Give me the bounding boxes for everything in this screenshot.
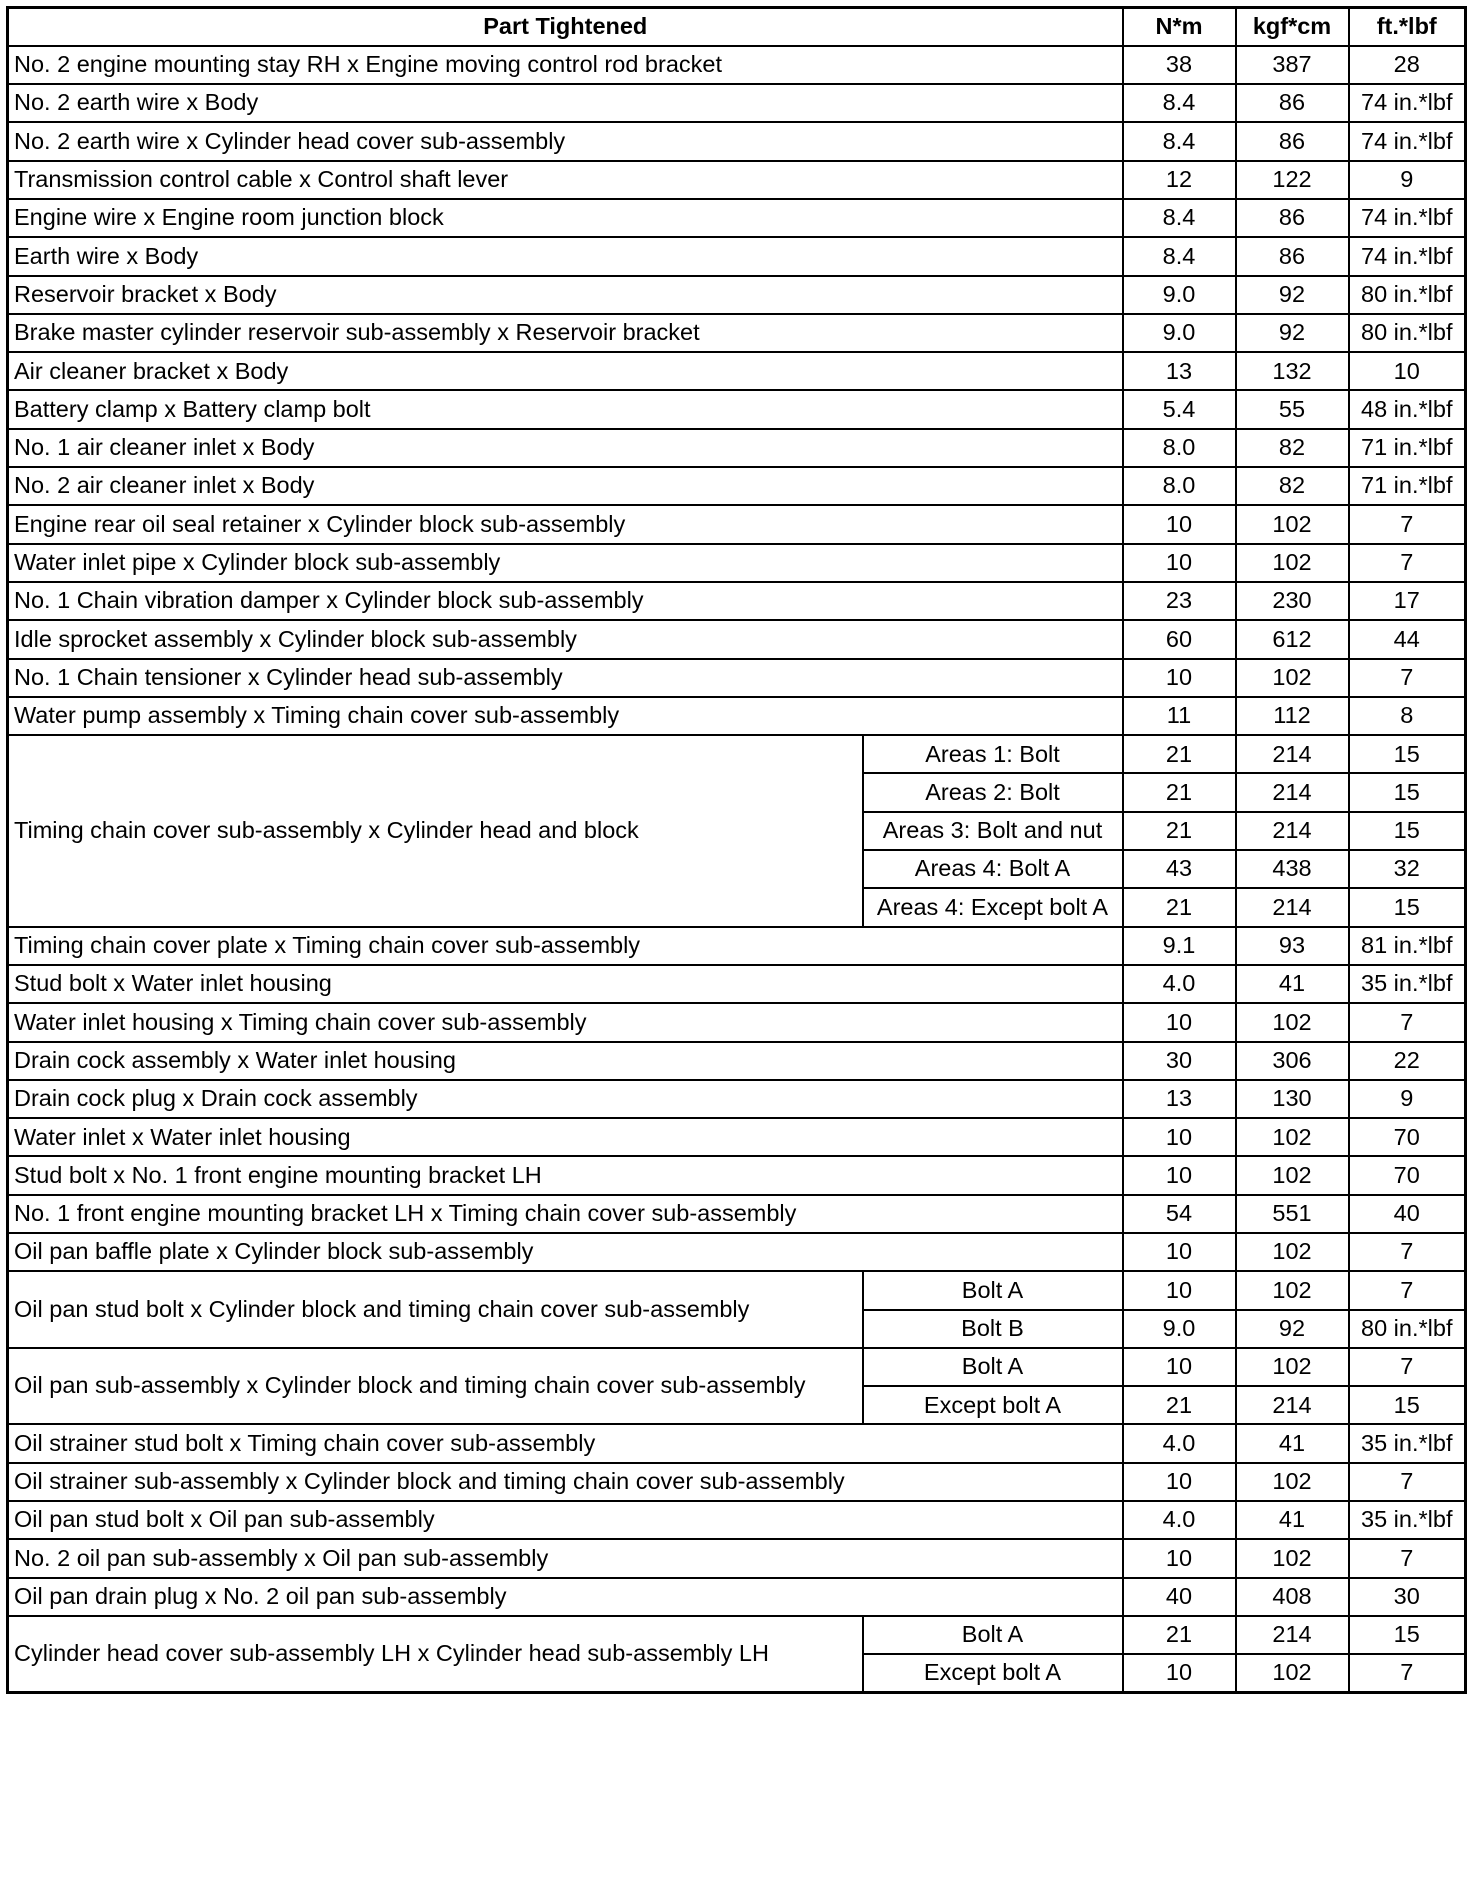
torque-ft-lbf-cell: 80 in.*lbf bbox=[1349, 1310, 1466, 1348]
table-row bbox=[8, 1501, 1466, 1539]
torque-nm-cell: 21 bbox=[1123, 1386, 1236, 1424]
torque-nm-cell: 8.4 bbox=[1123, 199, 1236, 237]
torque-kgf-cell: 230 bbox=[1236, 582, 1349, 620]
torque-ft-lbf-cell: 7 bbox=[1349, 1003, 1466, 1041]
torque-ft-lbf-cell: 10 bbox=[1349, 352, 1466, 390]
sub-part-cell: Except bolt A bbox=[863, 1654, 1123, 1692]
part-tightened-cell: Water inlet pipe x Cylinder block sub-assembly bbox=[8, 544, 1123, 582]
torque-kgf-cell: 214 bbox=[1236, 1616, 1349, 1654]
torque-kgf-cell: 55 bbox=[1236, 390, 1349, 428]
table-row bbox=[8, 1616, 1466, 1654]
torque-kgf-cell: 612 bbox=[1236, 620, 1349, 658]
table-row bbox=[8, 84, 1466, 122]
torque-nm-cell: 21 bbox=[1123, 773, 1236, 811]
table-row bbox=[8, 237, 1466, 275]
table-row bbox=[8, 1271, 1466, 1309]
table-body bbox=[8, 46, 1466, 1693]
table-row bbox=[8, 1424, 1466, 1462]
torque-ft-lbf-cell: 74 in.*lbf bbox=[1349, 84, 1466, 122]
part-tightened-cell: Stud bolt x No. 1 front engine mounting bracket LH bbox=[8, 1156, 1123, 1194]
torque-kgf-cell: 41 bbox=[1236, 965, 1349, 1003]
torque-kgf-cell: 132 bbox=[1236, 352, 1349, 390]
part-tightened-cell: Engine wire x Engine room junction block bbox=[8, 199, 1123, 237]
torque-nm-cell: 4.0 bbox=[1123, 965, 1236, 1003]
sub-part-cell: Except bolt A bbox=[863, 1386, 1123, 1424]
torque-ft-lbf-cell: 30 bbox=[1349, 1578, 1466, 1616]
torque-nm-cell: 8.4 bbox=[1123, 84, 1236, 122]
table-row bbox=[8, 1003, 1466, 1041]
part-tightened-cell: Oil pan drain plug x No. 2 oil pan sub-assembly bbox=[8, 1578, 1123, 1616]
torque-nm-cell: 10 bbox=[1123, 1271, 1236, 1309]
torque-nm-cell: 10 bbox=[1123, 1156, 1236, 1194]
table-row bbox=[8, 467, 1466, 505]
torque-kgf-cell: 82 bbox=[1236, 429, 1349, 467]
part-tightened-cell: Reservoir bracket x Body bbox=[8, 276, 1123, 314]
table-row bbox=[8, 697, 1466, 735]
table-row bbox=[8, 1156, 1466, 1194]
torque-nm-cell: 10 bbox=[1123, 1654, 1236, 1692]
sub-part-cell: Areas 4: Bolt A bbox=[863, 850, 1123, 888]
part-tightened-cell: Oil pan stud bolt x Oil pan sub-assembly bbox=[8, 1501, 1123, 1539]
torque-ft-lbf-cell: 7 bbox=[1349, 1539, 1466, 1577]
torque-nm-cell: 43 bbox=[1123, 850, 1236, 888]
torque-kgf-cell: 306 bbox=[1236, 1042, 1349, 1080]
sub-part-cell: Areas 1: Bolt bbox=[863, 735, 1123, 773]
torque-nm-cell: 12 bbox=[1123, 161, 1236, 199]
torque-ft-lbf-cell: 17 bbox=[1349, 582, 1466, 620]
torque-nm-cell: 10 bbox=[1123, 505, 1236, 543]
table-row bbox=[8, 965, 1466, 1003]
table-row bbox=[8, 927, 1466, 965]
table-row bbox=[8, 276, 1466, 314]
table-row bbox=[8, 314, 1466, 352]
torque-nm-cell: 10 bbox=[1123, 1118, 1236, 1156]
part-tightened-cell: Drain cock plug x Drain cock assembly bbox=[8, 1080, 1123, 1118]
torque-nm-cell: 4.0 bbox=[1123, 1501, 1236, 1539]
torque-nm-cell: 8.4 bbox=[1123, 237, 1236, 275]
part-tightened-cell: Earth wire x Body bbox=[8, 237, 1123, 275]
torque-ft-lbf-cell: 70 bbox=[1349, 1156, 1466, 1194]
header-kgf-cm: kgf*cm bbox=[1236, 8, 1349, 46]
torque-nm-cell: 10 bbox=[1123, 1348, 1236, 1386]
torque-kgf-cell: 102 bbox=[1236, 544, 1349, 582]
torque-kgf-cell: 112 bbox=[1236, 697, 1349, 735]
torque-ft-lbf-cell: 81 in.*lbf bbox=[1349, 927, 1466, 965]
table-row bbox=[8, 1348, 1466, 1386]
part-tightened-cell: No. 2 engine mounting stay RH x Engine moving control rod bracket bbox=[8, 46, 1123, 84]
part-tightened-cell: Drain cock assembly x Water inlet housing bbox=[8, 1042, 1123, 1080]
part-tightened-cell: Brake master cylinder reservoir sub-assembly x Reservoir bracket bbox=[8, 314, 1123, 352]
header-ft-lbf: ft.*lbf bbox=[1349, 8, 1466, 46]
torque-nm-cell: 8.0 bbox=[1123, 467, 1236, 505]
part-tightened-cell: Oil pan stud bolt x Cylinder block and timing chain cover sub-assembly bbox=[8, 1271, 863, 1348]
part-tightened-cell: No. 1 air cleaner inlet x Body bbox=[8, 429, 1123, 467]
torque-nm-cell: 21 bbox=[1123, 812, 1236, 850]
table-row bbox=[8, 199, 1466, 237]
part-tightened-cell: No. 2 earth wire x Body bbox=[8, 84, 1123, 122]
torque-nm-cell: 21 bbox=[1123, 888, 1236, 926]
torque-kgf-cell: 408 bbox=[1236, 1578, 1349, 1616]
table-row bbox=[8, 1233, 1466, 1271]
torque-ft-lbf-cell: 74 in.*lbf bbox=[1349, 237, 1466, 275]
torque-ft-lbf-cell: 22 bbox=[1349, 1042, 1466, 1080]
table-row bbox=[8, 46, 1466, 84]
torque-nm-cell: 21 bbox=[1123, 1616, 1236, 1654]
part-tightened-cell: Oil pan sub-assembly x Cylinder block and timing chain cover sub-assembly bbox=[8, 1348, 863, 1425]
torque-nm-cell: 40 bbox=[1123, 1578, 1236, 1616]
table-row bbox=[8, 1195, 1466, 1233]
torque-nm-cell: 8.0 bbox=[1123, 429, 1236, 467]
torque-nm-cell: 8.4 bbox=[1123, 122, 1236, 160]
torque-ft-lbf-cell: 32 bbox=[1349, 850, 1466, 888]
part-tightened-cell: Transmission control cable x Control shaft lever bbox=[8, 161, 1123, 199]
table-row bbox=[8, 1578, 1466, 1616]
torque-ft-lbf-cell: 7 bbox=[1349, 1654, 1466, 1692]
torque-kgf-cell: 86 bbox=[1236, 237, 1349, 275]
torque-kgf-cell: 122 bbox=[1236, 161, 1349, 199]
torque-kgf-cell: 102 bbox=[1236, 1118, 1349, 1156]
torque-kgf-cell: 438 bbox=[1236, 850, 1349, 888]
torque-kgf-cell: 130 bbox=[1236, 1080, 1349, 1118]
torque-nm-cell: 21 bbox=[1123, 735, 1236, 773]
torque-nm-cell: 10 bbox=[1123, 1463, 1236, 1501]
torque-kgf-cell: 214 bbox=[1236, 1386, 1349, 1424]
torque-nm-cell: 10 bbox=[1123, 1539, 1236, 1577]
torque-kgf-cell: 551 bbox=[1236, 1195, 1349, 1233]
torque-nm-cell: 9.0 bbox=[1123, 276, 1236, 314]
torque-nm-cell: 38 bbox=[1123, 46, 1236, 84]
torque-kgf-cell: 214 bbox=[1236, 888, 1349, 926]
torque-ft-lbf-cell: 7 bbox=[1349, 544, 1466, 582]
torque-nm-cell: 10 bbox=[1123, 1233, 1236, 1271]
part-tightened-cell: Battery clamp x Battery clamp bolt bbox=[8, 390, 1123, 428]
torque-ft-lbf-cell: 7 bbox=[1349, 659, 1466, 697]
torque-nm-cell: 10 bbox=[1123, 544, 1236, 582]
table-row bbox=[8, 1463, 1466, 1501]
part-tightened-cell: No. 2 earth wire x Cylinder head cover sub-assembly bbox=[8, 122, 1123, 160]
header-nm: N*m bbox=[1123, 8, 1236, 46]
table-row bbox=[8, 122, 1466, 160]
part-tightened-cell: Air cleaner bracket x Body bbox=[8, 352, 1123, 390]
torque-ft-lbf-cell: 35 in.*lbf bbox=[1349, 1424, 1466, 1462]
table-row bbox=[8, 544, 1466, 582]
part-tightened-cell: Idle sprocket assembly x Cylinder block sub-assembly bbox=[8, 620, 1123, 658]
part-tightened-cell: Timing chain cover plate x Timing chain cover sub-assembly bbox=[8, 927, 1123, 965]
torque-ft-lbf-cell: 7 bbox=[1349, 505, 1466, 543]
sub-part-cell: Bolt A bbox=[863, 1348, 1123, 1386]
part-tightened-cell: No. 1 Chain vibration damper x Cylinder block sub-assembly bbox=[8, 582, 1123, 620]
part-tightened-cell: No. 2 oil pan sub-assembly x Oil pan sub-assembly bbox=[8, 1539, 1123, 1577]
torque-ft-lbf-cell: 74 in.*lbf bbox=[1349, 122, 1466, 160]
torque-kgf-cell: 102 bbox=[1236, 659, 1349, 697]
header-row bbox=[8, 8, 1466, 46]
torque-ft-lbf-cell: 15 bbox=[1349, 735, 1466, 773]
torque-ft-lbf-cell: 8 bbox=[1349, 697, 1466, 735]
torque-nm-cell: 30 bbox=[1123, 1042, 1236, 1080]
torque-kgf-cell: 102 bbox=[1236, 1463, 1349, 1501]
torque-ft-lbf-cell: 71 in.*lbf bbox=[1349, 429, 1466, 467]
torque-ft-lbf-cell: 71 in.*lbf bbox=[1349, 467, 1466, 505]
header-part-tightened: Part Tightened bbox=[8, 8, 1123, 46]
torque-kgf-cell: 41 bbox=[1236, 1501, 1349, 1539]
torque-kgf-cell: 92 bbox=[1236, 1310, 1349, 1348]
table-row bbox=[8, 1080, 1466, 1118]
part-tightened-cell: Oil strainer stud bolt x Timing chain cover sub-assembly bbox=[8, 1424, 1123, 1462]
torque-kgf-cell: 86 bbox=[1236, 122, 1349, 160]
torque-nm-cell: 13 bbox=[1123, 352, 1236, 390]
torque-ft-lbf-cell: 15 bbox=[1349, 1616, 1466, 1654]
torque-nm-cell: 54 bbox=[1123, 1195, 1236, 1233]
torque-kgf-cell: 102 bbox=[1236, 1003, 1349, 1041]
torque-ft-lbf-cell: 9 bbox=[1349, 161, 1466, 199]
torque-ft-lbf-cell: 7 bbox=[1349, 1233, 1466, 1271]
torque-ft-lbf-cell: 35 in.*lbf bbox=[1349, 1501, 1466, 1539]
torque-kgf-cell: 214 bbox=[1236, 735, 1349, 773]
torque-nm-cell: 10 bbox=[1123, 659, 1236, 697]
table-row bbox=[8, 505, 1466, 543]
torque-nm-cell: 9.0 bbox=[1123, 1310, 1236, 1348]
torque-kgf-cell: 102 bbox=[1236, 1271, 1349, 1309]
torque-kgf-cell: 214 bbox=[1236, 812, 1349, 850]
torque-kgf-cell: 92 bbox=[1236, 276, 1349, 314]
part-tightened-cell: No. 1 Chain tensioner x Cylinder head sub-assembly bbox=[8, 659, 1123, 697]
torque-table bbox=[6, 6, 1467, 1694]
torque-nm-cell: 9.1 bbox=[1123, 927, 1236, 965]
torque-nm-cell: 60 bbox=[1123, 620, 1236, 658]
torque-ft-lbf-cell: 15 bbox=[1349, 812, 1466, 850]
table-row bbox=[8, 582, 1466, 620]
torque-kgf-cell: 102 bbox=[1236, 1348, 1349, 1386]
part-tightened-cell: Engine rear oil seal retainer x Cylinder block sub-assembly bbox=[8, 505, 1123, 543]
part-tightened-cell: Oil strainer sub-assembly x Cylinder block and timing chain cover sub-assembly bbox=[8, 1463, 1123, 1501]
part-tightened-cell: Timing chain cover sub-assembly x Cylinder head and block bbox=[8, 735, 863, 926]
sub-part-cell: Bolt B bbox=[863, 1310, 1123, 1348]
torque-kgf-cell: 214 bbox=[1236, 773, 1349, 811]
table-row bbox=[8, 1539, 1466, 1577]
table-row bbox=[8, 659, 1466, 697]
sub-part-cell: Bolt A bbox=[863, 1616, 1123, 1654]
torque-kgf-cell: 86 bbox=[1236, 84, 1349, 122]
torque-kgf-cell: 387 bbox=[1236, 46, 1349, 84]
torque-kgf-cell: 102 bbox=[1236, 1654, 1349, 1692]
torque-kgf-cell: 41 bbox=[1236, 1424, 1349, 1462]
torque-ft-lbf-cell: 15 bbox=[1349, 888, 1466, 926]
part-tightened-cell: Cylinder head cover sub-assembly LH x Cylinder head sub-assembly LH bbox=[8, 1616, 863, 1693]
torque-nm-cell: 23 bbox=[1123, 582, 1236, 620]
torque-spec-sheet bbox=[6, 6, 1464, 1694]
torque-ft-lbf-cell: 40 bbox=[1349, 1195, 1466, 1233]
torque-ft-lbf-cell: 7 bbox=[1349, 1463, 1466, 1501]
torque-kgf-cell: 102 bbox=[1236, 1156, 1349, 1194]
torque-ft-lbf-cell: 15 bbox=[1349, 773, 1466, 811]
part-tightened-cell: Water inlet x Water inlet housing bbox=[8, 1118, 1123, 1156]
torque-ft-lbf-cell: 15 bbox=[1349, 1386, 1466, 1424]
torque-ft-lbf-cell: 35 in.*lbf bbox=[1349, 965, 1466, 1003]
torque-nm-cell: 13 bbox=[1123, 1080, 1236, 1118]
torque-nm-cell: 5.4 bbox=[1123, 390, 1236, 428]
torque-ft-lbf-cell: 74 in.*lbf bbox=[1349, 199, 1466, 237]
torque-nm-cell: 11 bbox=[1123, 697, 1236, 735]
table-row bbox=[8, 1042, 1466, 1080]
torque-ft-lbf-cell: 7 bbox=[1349, 1348, 1466, 1386]
sub-part-cell: Areas 4: Except bolt A bbox=[863, 888, 1123, 926]
torque-ft-lbf-cell: 80 in.*lbf bbox=[1349, 314, 1466, 352]
table-row bbox=[8, 390, 1466, 428]
part-tightened-cell: No. 2 air cleaner inlet x Body bbox=[8, 467, 1123, 505]
torque-nm-cell: 4.0 bbox=[1123, 1424, 1236, 1462]
part-tightened-cell: No. 1 front engine mounting bracket LH x Timing chain cover sub-assembly bbox=[8, 1195, 1123, 1233]
torque-kgf-cell: 92 bbox=[1236, 314, 1349, 352]
torque-ft-lbf-cell: 70 bbox=[1349, 1118, 1466, 1156]
torque-nm-cell: 10 bbox=[1123, 1003, 1236, 1041]
sub-part-cell: Areas 2: Bolt bbox=[863, 773, 1123, 811]
torque-kgf-cell: 102 bbox=[1236, 1539, 1349, 1577]
part-tightened-cell: Oil pan baffle plate x Cylinder block sub-assembly bbox=[8, 1233, 1123, 1271]
table-row bbox=[8, 1118, 1466, 1156]
torque-ft-lbf-cell: 9 bbox=[1349, 1080, 1466, 1118]
torque-ft-lbf-cell: 28 bbox=[1349, 46, 1466, 84]
torque-kgf-cell: 86 bbox=[1236, 199, 1349, 237]
torque-kgf-cell: 102 bbox=[1236, 1233, 1349, 1271]
torque-nm-cell: 9.0 bbox=[1123, 314, 1236, 352]
part-tightened-cell: Water pump assembly x Timing chain cover sub-assembly bbox=[8, 697, 1123, 735]
torque-kgf-cell: 82 bbox=[1236, 467, 1349, 505]
part-tightened-cell: Water inlet housing x Timing chain cover sub-assembly bbox=[8, 1003, 1123, 1041]
sub-part-cell: Bolt A bbox=[863, 1271, 1123, 1309]
torque-ft-lbf-cell: 48 in.*lbf bbox=[1349, 390, 1466, 428]
table-row bbox=[8, 352, 1466, 390]
torque-ft-lbf-cell: 44 bbox=[1349, 620, 1466, 658]
table-row bbox=[8, 161, 1466, 199]
table-header bbox=[8, 8, 1466, 46]
sub-part-cell: Areas 3: Bolt and nut bbox=[863, 812, 1123, 850]
torque-kgf-cell: 102 bbox=[1236, 505, 1349, 543]
torque-kgf-cell: 93 bbox=[1236, 927, 1349, 965]
table-row bbox=[8, 620, 1466, 658]
part-tightened-cell: Stud bolt x Water inlet housing bbox=[8, 965, 1123, 1003]
torque-ft-lbf-cell: 80 in.*lbf bbox=[1349, 276, 1466, 314]
torque-ft-lbf-cell: 7 bbox=[1349, 1271, 1466, 1309]
table-row bbox=[8, 735, 1466, 773]
table-row bbox=[8, 429, 1466, 467]
